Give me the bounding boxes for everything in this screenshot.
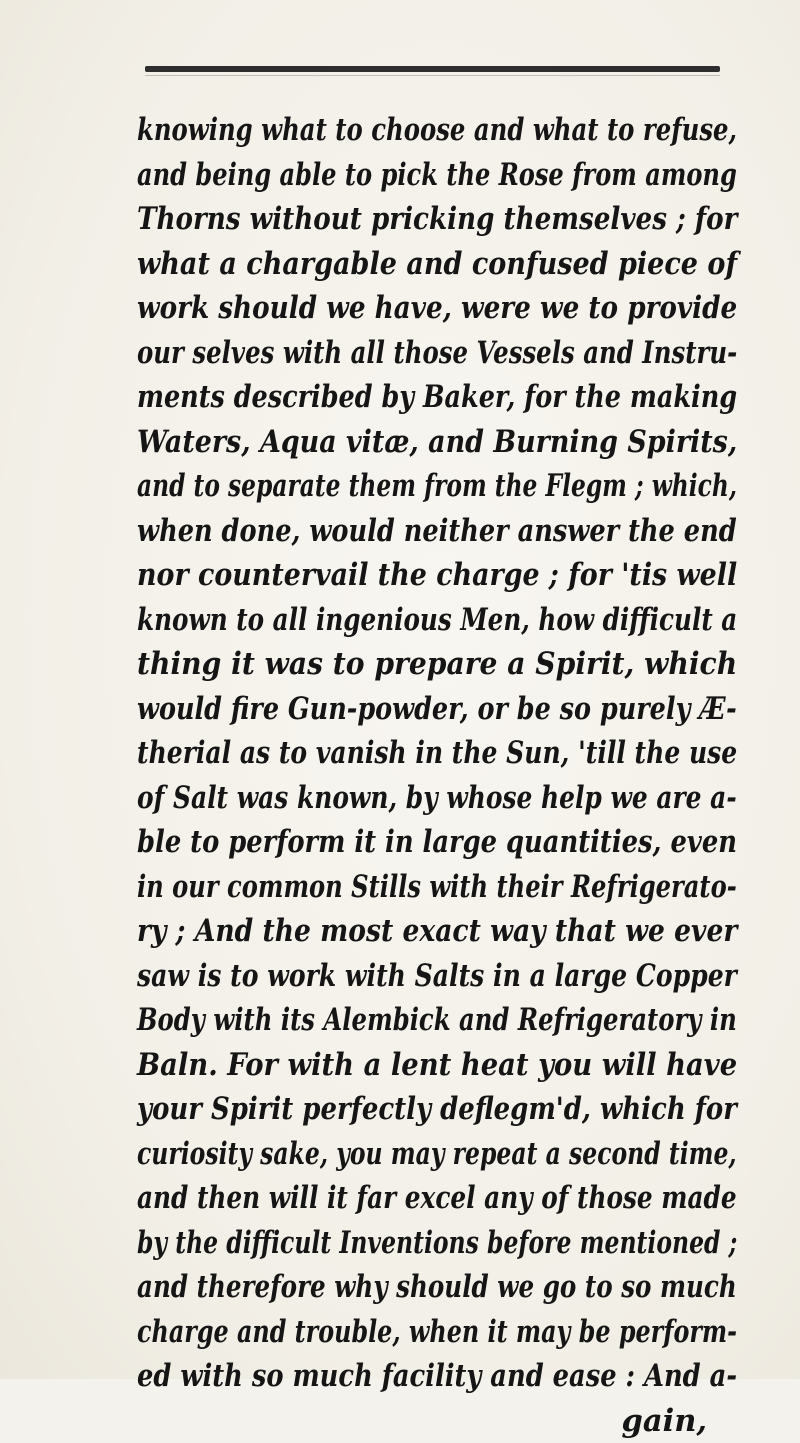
text-line: and then will it far excel any of those made [137,1176,624,1221]
text-line: known to all ingenious Men, how difficult a [137,598,622,643]
text-line: ments described by Baker, for the making [137,375,638,420]
text-line: therial as to vanish in the Sun, 'till the use [137,731,629,776]
body-text [137,108,737,1443]
header-rule [145,66,720,72]
text-line: Baln. For with a lent heat you will have [137,1043,676,1088]
text-line: Body with its Alembick and Refrigeratory in [137,998,615,1043]
text-line: in our common Stills with their Refrigerato- [137,865,613,910]
catchword: gain, [137,1399,737,1443]
text-line: and being able to pick the Rose from among [137,153,611,198]
text-line: charge and trouble, when it may be perform- [137,1310,606,1355]
text-line: saw is to work with Salts in a large Copper [137,954,631,999]
text-line: Waters, Aqua vitæ, and Burning Spirits, [137,420,666,465]
text-line: what a chargable and confused piece of [137,242,669,287]
text-line: Thorns without pricking themselves ; for [137,197,652,242]
text-line: ble to perform it in large quantities, even [137,820,644,865]
text-line: curiosity sake, you may repeat a second time, [137,1132,599,1177]
text-line: and to separate them from the Flegm ; which, [137,464,596,509]
text-line: of Salt was known, by whose help we are a- [137,776,627,821]
text-line: would fire Gun-powder, or be so purely Æ- [137,687,638,732]
text-line: and therefore why should we go to so much [137,1265,621,1310]
text-line: nor countervail the charge ; for 'tis well [137,553,666,598]
text-line: our selves with all those Vessels and Instru- [137,331,617,376]
text-line: ry ; And the most exact way that we ever [137,909,659,954]
text-line: by the difficult Inventions before mentioned ; [137,1221,599,1266]
text-line: ed with so much facility and ease : And a- [137,1354,643,1399]
text-line: work should we have, were we to provide [137,286,653,331]
text-line: thing it was to prepare a Spirit, which [137,642,691,687]
text-line: when done, would neither answer the end [137,509,641,554]
text-line: knowing what to choose and what to refuse, [137,108,616,153]
text-line: your Spirit perfectly deflegm'd, which for [137,1087,648,1132]
